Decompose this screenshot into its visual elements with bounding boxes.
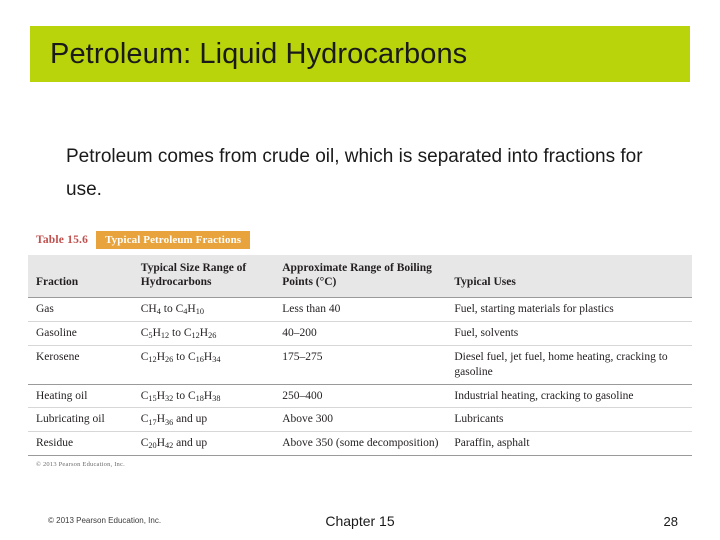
- fractions-table: [28, 255, 692, 456]
- cell-boiling-point: Above 300: [274, 408, 446, 432]
- cell-boiling-point: Less than 40: [274, 297, 446, 321]
- cell-size-range: $C_{12}H_{26}$ to $C_{16}H_{34}$: [133, 345, 275, 384]
- cell-size-range: $CH_4$ to $C_4H_{10}$: [133, 297, 275, 321]
- footer-copyright: © 2013 Pearson Education, Inc.: [48, 516, 162, 525]
- cell-typical-uses: Lubricants: [446, 408, 692, 432]
- table-row: [28, 297, 692, 321]
- cell-boiling-point: Above 350 (some decomposition): [274, 432, 446, 456]
- footer-chapter-label: Chapter 15: [325, 513, 395, 529]
- cell-typical-uses: Industrial heating, cracking to gasoline: [446, 384, 692, 408]
- cell-fraction: Gas: [28, 297, 133, 321]
- cell-boiling-point: 175–275: [274, 345, 446, 384]
- table-row: [28, 432, 692, 456]
- cell-fraction: Heating oil: [28, 384, 133, 408]
- page-title: Petroleum: Liquid Hydrocarbons: [50, 37, 468, 70]
- table-number: Table 15.6: [36, 234, 89, 246]
- cell-typical-uses: Diesel fuel, jet fuel, home heating, cracking to gasoline: [446, 345, 692, 384]
- cell-boiling-point: 250–400: [274, 384, 446, 408]
- cell-size-range: $C_{20}H_{42}$ and up: [133, 432, 275, 456]
- table-row: [28, 384, 692, 408]
- table-credit: © 2013 Pearson Education, Inc.: [36, 461, 125, 469]
- cell-fraction: Residue: [28, 432, 133, 456]
- table-row: [28, 345, 692, 384]
- cell-typical-uses: Fuel, solvents: [446, 321, 692, 345]
- slide-body-text: Petroleum comes from crude oil, which is separated into fractions for use.: [66, 146, 643, 201]
- cell-size-range: $C_5H_{12}$ to $C_{12}H_{26}$: [133, 321, 275, 345]
- cell-size-range: $C_{17}H_{36}$ and up: [133, 408, 275, 432]
- column-header-size-range: Typical Size Range of Hydrocarbons: [133, 255, 275, 297]
- column-header-boiling-points: Approximate Range of Boiling Points (°C): [274, 255, 446, 297]
- cell-fraction: Lubricating oil: [28, 408, 133, 432]
- slide-title-banner: [30, 26, 690, 82]
- petroleum-fractions-figure: [28, 228, 692, 468]
- table-header-row: [28, 255, 692, 297]
- column-header-typical-uses: Typical Uses: [446, 255, 692, 297]
- cell-typical-uses: Paraffin, asphalt: [446, 432, 692, 456]
- cell-boiling-point: 40–200: [274, 321, 446, 345]
- cell-fraction: Kerosene: [28, 345, 133, 384]
- footer-page-number: 28: [663, 514, 678, 529]
- cell-size-range: $C_{15}H_{32}$ to $C_{18}H_{38}$: [133, 384, 275, 408]
- table-caption-row: [28, 228, 692, 255]
- cell-fraction: Gasoline: [28, 321, 133, 345]
- column-header-fraction: Fraction: [28, 255, 133, 297]
- table-row: [28, 321, 692, 345]
- fractions-table-body: [28, 297, 692, 456]
- table-row: [28, 408, 692, 432]
- cell-typical-uses: Fuel, starting materials for plastics: [446, 297, 692, 321]
- table-caption: Typical Petroleum Fractions: [96, 231, 250, 249]
